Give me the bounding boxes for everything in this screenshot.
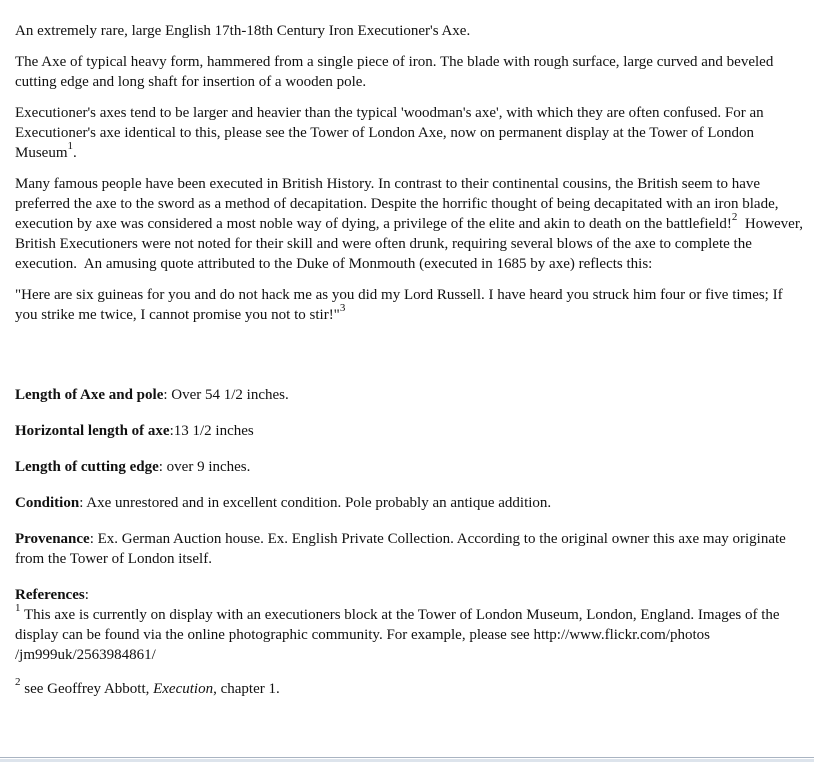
reference-book-title: Execution: [153, 681, 214, 697]
spec-provenance: [15, 529, 805, 569]
history-text-a: Many famous people have been executed in British History. In contrast to their continental cousins, the British seem to have preferred the axe to the sword as a method of decapitation. Despite the horrific thought of being decapitated with an iron blade, execution by axe was considered a most noble way of dying, a privilege of the elite and akin to death on the battlefield!: [15, 176, 779, 232]
spec-value: :13 1/2 inches: [169, 423, 254, 439]
footnote-ref-3: 3: [339, 302, 346, 314]
spec-value: : Over 54 1/2 inches.: [163, 387, 289, 403]
spec-label: Length of Axe and pole: [15, 387, 164, 403]
spacer: [15, 336, 805, 385]
spec-value: : Ex. German Auction house. Ex. English Private Collection. According to the original owner this axe may originate from the Tower of London itself.: [15, 531, 786, 567]
spec-value: : Axe unrestored and in excellent condition. Pole probably an antique addition.: [79, 495, 552, 511]
reference-text-b: , chapter 1.: [213, 681, 280, 697]
spec-horizontal-length: [15, 421, 805, 441]
spec-condition: [15, 493, 805, 513]
spec-label: Horizontal length of axe: [15, 423, 170, 439]
document-body: [15, 21, 805, 712]
spec-value: : over 9 inches.: [158, 459, 251, 475]
reference-1: [15, 602, 805, 665]
comparison-end: .: [73, 145, 77, 161]
reference-text-a: see Geoffrey Abbott,: [20, 681, 154, 697]
quote-paragraph: [15, 285, 805, 325]
references-heading: [15, 585, 805, 605]
reference-text: This axe is currently on display with an executioners block at the Tower of London Museum, London, England. Images of the display can be found via the online photographic community. For example, please see http://www.flickr.com/photos /jm999uk/2563984861/: [15, 607, 780, 663]
references-colon: :: [84, 587, 89, 603]
spec-cutting-edge: [15, 457, 805, 477]
references-title: References: [15, 587, 85, 603]
window-bottom-border: [0, 757, 814, 758]
spec-length-axe-pole: [15, 385, 805, 405]
comparison-paragraph: [15, 103, 805, 163]
history-text-b: However, British Executioners were not noted for their skill and were often drunk, requiring several blows of the axe to complete the execution. An amusing quote attributed to the Duke of Monmouth (executed in 1685 by axe) reflects this:: [15, 216, 807, 272]
footnote-ref-2: 2: [731, 211, 738, 223]
description-paragraph: The Axe of typical heavy form, hammered from a single piece of iron. The blade with rough surface, large curved and beveled cutting edge and long shaft for insertion of a wooden pole.: [15, 54, 774, 90]
spec-label: Length of cutting edge: [15, 459, 159, 475]
reference-number: 2: [15, 676, 21, 688]
quote-text: "Here are six guineas for you and do not hack me as you did my Lord Russell. I have heard you struck him four or five times; If you strike me twice, I cannot promise you not to stir!": [15, 287, 783, 323]
reference-2: [15, 676, 805, 699]
intro-paragraph: An extremely rare, large English 17th-18th Century Iron Executioner's Axe.: [15, 23, 471, 39]
footnote-ref-1: 1: [67, 140, 73, 152]
spec-label: Condition: [15, 495, 80, 511]
history-paragraph: [15, 174, 805, 274]
reference-number: 1: [15, 602, 21, 614]
comparison-text: Executioner's axes tend to be larger and heavier than the typical 'woodman's axe', with which they are often confused. For an Executioner's axe identical to this, please see the Tower of London Axe, now on permanent display at the Tower of London Museum: [15, 105, 764, 161]
spec-label: Provenance: [15, 531, 90, 547]
